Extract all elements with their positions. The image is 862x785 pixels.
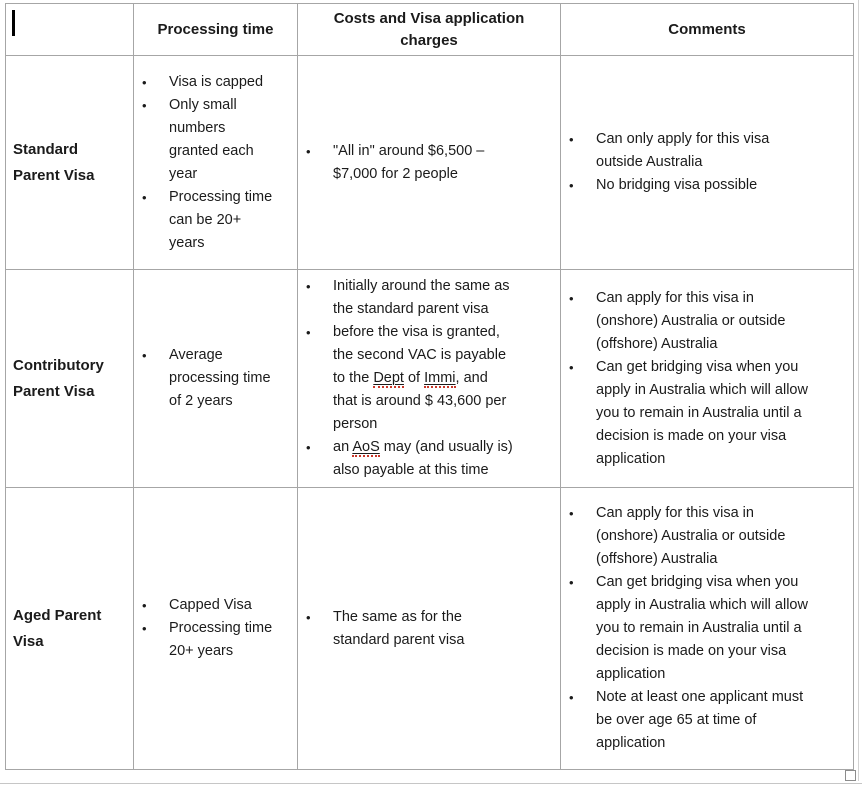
list-item xyxy=(304,606,556,652)
list-item xyxy=(140,594,293,617)
bullet-icon: • xyxy=(306,279,311,294)
bullet-icon: • xyxy=(569,359,574,375)
bullet-icon: • xyxy=(569,506,574,521)
list-item-text: Average processing time of 2 years xyxy=(169,347,271,409)
list-item xyxy=(567,356,849,471)
list-item xyxy=(567,571,849,686)
list-item xyxy=(140,344,293,413)
list-item-text: Visa is capped xyxy=(169,73,264,90)
bullet-list xyxy=(561,500,853,757)
list-item-text xyxy=(333,436,513,482)
bullet-icon: • xyxy=(142,621,147,636)
list-item xyxy=(140,94,293,186)
header-cell-comments[interactable]: Comments xyxy=(561,4,854,56)
misspelled-underlined-word: AoS xyxy=(352,439,380,455)
bullet-icon: • xyxy=(142,97,147,113)
cell-aged-comments[interactable] xyxy=(561,488,854,770)
list-item-text: Can apply for this visa in (onshore) Australia or outside (offshore) Australia xyxy=(596,505,786,567)
bullet-list xyxy=(134,69,297,257)
table-row xyxy=(6,488,854,770)
misspelled-underlined-word: Dept xyxy=(373,370,404,386)
bullet-icon: • xyxy=(142,74,147,90)
list-item-text: Processing time can be 20+ years xyxy=(169,188,273,251)
bullet-list xyxy=(298,273,560,484)
text-segment: of xyxy=(403,370,425,386)
bullet-icon: • xyxy=(569,132,574,147)
list-item-text: Can apply for this visa in (onshore) Australia or outside (offshore) Australia xyxy=(596,289,786,352)
bullet-list xyxy=(134,592,297,665)
list-item-text: "All in" around $6,500 – $7,000 for 2 people xyxy=(333,142,485,182)
bullet-icon: • xyxy=(142,189,147,205)
list-item-text: Can get bridging visa when you apply in Australia which will allow you to remain in Australia until a decision is made on your visa application xyxy=(596,358,808,467)
cell-aged-label[interactable]: Aged Parent Visa xyxy=(6,488,134,770)
table-resize-handle[interactable] xyxy=(845,770,856,781)
cell-aged-processing[interactable] xyxy=(134,488,298,770)
list-item xyxy=(140,186,293,255)
bullet-icon: • xyxy=(142,348,147,363)
list-item-text: Note at least one applicant must be over age 65 at time of application xyxy=(596,689,804,751)
bullet-icon: • xyxy=(306,143,311,159)
text-segment: may (and usually is) also payable at this time xyxy=(333,439,513,478)
bullet-icon: • xyxy=(569,690,574,705)
bullet-list xyxy=(561,285,853,473)
text-segment: before the visa is granted, the second VAC is payable to the xyxy=(333,324,507,386)
list-item-text: Can only apply for this visa outside Australia xyxy=(596,131,770,170)
list-item xyxy=(304,140,556,186)
list-item-text: Processing time 20+ years xyxy=(169,620,273,659)
bullet-icon: • xyxy=(142,598,147,613)
list-item xyxy=(140,617,293,663)
cell-contributory-processing[interactable] xyxy=(134,270,298,488)
misspelled-underlined-word: Immi xyxy=(424,370,456,386)
page-edge-bottom-line xyxy=(0,783,862,784)
bullet-icon: • xyxy=(306,440,311,455)
table-row xyxy=(6,270,854,488)
visa-comparison-table xyxy=(5,3,854,770)
list-item xyxy=(567,128,849,174)
list-item-text: Can get bridging visa when you apply in Australia which will allow you to remain in Australia until a decision is made on your visa application xyxy=(596,574,808,682)
list-item-text: The same as for the standard parent visa xyxy=(333,608,465,648)
bullet-icon: • xyxy=(569,290,574,306)
bullet-icon: • xyxy=(569,178,574,193)
text-cursor xyxy=(12,10,15,36)
list-item xyxy=(304,275,556,321)
text-segment: , and that is around $ 43,600 per person xyxy=(333,370,507,432)
list-item-text: No bridging visa possible xyxy=(596,177,758,193)
cell-contributory-costs[interactable] xyxy=(298,270,561,488)
list-item xyxy=(567,502,849,571)
list-item xyxy=(304,321,556,436)
list-item-text xyxy=(333,321,513,436)
cell-standard-processing[interactable] xyxy=(134,56,298,270)
text-segment: an xyxy=(333,439,353,455)
header-cell-costs[interactable]: Costs and Visa application charges xyxy=(298,4,561,56)
table-row xyxy=(6,56,854,270)
list-item xyxy=(567,686,849,755)
bullet-icon: • xyxy=(569,575,574,590)
cell-aged-costs[interactable] xyxy=(298,488,561,770)
cell-standard-costs[interactable] xyxy=(298,56,561,270)
header-cell-blank[interactable] xyxy=(6,4,134,56)
bullet-list xyxy=(298,138,560,188)
header-cell-processing-time[interactable]: Processing time xyxy=(134,4,298,56)
list-item-text: Capped Visa xyxy=(169,597,252,613)
cell-contributory-label[interactable]: Contributory Parent Visa xyxy=(6,270,134,488)
bullet-icon: • xyxy=(306,325,311,340)
bullet-icon: • xyxy=(306,609,311,625)
cell-standard-comments[interactable] xyxy=(561,56,854,270)
list-item-text: Initially around the same as the standard parent visa xyxy=(333,278,510,317)
table-header-row xyxy=(6,4,854,56)
cell-contributory-comments[interactable] xyxy=(561,270,854,488)
bullet-list xyxy=(298,604,560,654)
list-item xyxy=(567,174,849,197)
list-item-text: Only small numbers granted each year xyxy=(169,96,254,182)
page-edge-right-line xyxy=(858,0,859,781)
list-item xyxy=(140,71,293,94)
bullet-list xyxy=(561,126,853,199)
list-item xyxy=(304,436,556,482)
bullet-list xyxy=(134,342,297,415)
list-item xyxy=(567,287,849,356)
cell-standard-label[interactable]: Standard Parent Visa xyxy=(6,56,134,270)
